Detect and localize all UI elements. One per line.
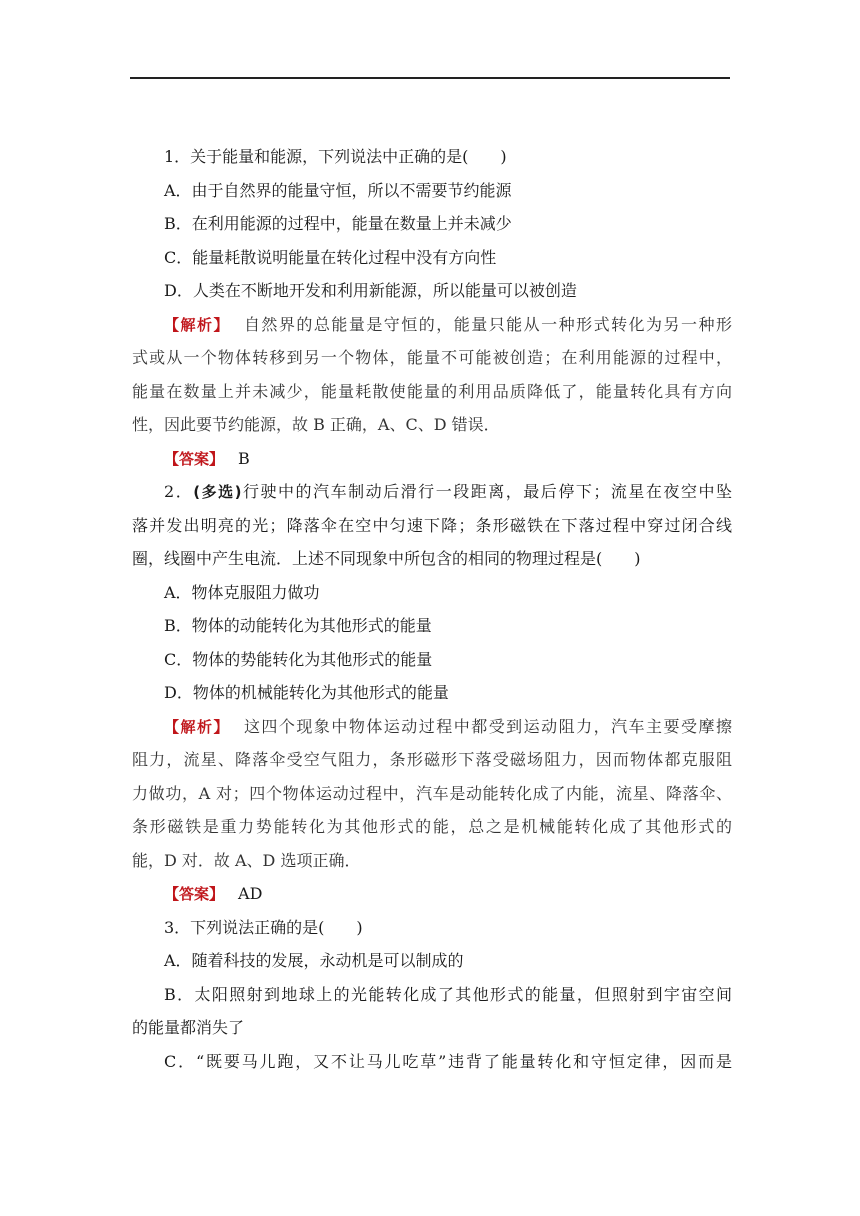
q2-option-a: A．物体克服阻力做功 [164, 582, 320, 602]
q1-answer: B [238, 448, 250, 468]
q2-analysis-line: 条形磁铁是重力势能转化为其他形式的能，总之是机械能转化成了其他形式的 [132, 817, 732, 836]
q2-option-b: B．物体的动能转化为其他形式的能量 [164, 616, 432, 635]
q3-option-a: A．随着科技的发展，永动机是可以制成的 [164, 951, 464, 970]
q2-analysis-line: 阻力，流星、降落伞受空气阻力，条形磁形下落受磁场阻力，因而物体都克服阻 [132, 750, 732, 769]
q1-option-d: D．人类在不断地开发和利用新能源，所以能量可以被创造 [164, 281, 577, 300]
q1-answer-line [132, 442, 732, 476]
q1-analysis-line: 能量在数量上并未减少，能量耗散使能量的利用品质降低了，能量转化具有方向 [132, 381, 732, 401]
q1-analysis-line: 【解析】 自然界的总能量是守恒的，能量只能从一种形式转化为另一种形 [164, 314, 732, 334]
q2-analysis-line: 力做功，A 对；四个物体运动过程中，汽车是动能转化成了内能，流星、降落伞、 [132, 783, 732, 803]
q2-option-c: C．物体的势能转化为其他形式的能量 [164, 649, 433, 669]
q2-stem-line: 落并发出明亮的光；降落伞在空中匀速下降；条形磁铁在下落过程中穿过闭合线 [132, 515, 732, 535]
document-body [132, 140, 732, 1078]
q1-option-c: C．能量耗散说明能量在转化过程中没有方向性 [164, 247, 497, 267]
analysis-tag: 【解析】 [164, 315, 230, 334]
q3-option-b-line: B．太阳照射到地球上的光能转化成了其他形式的能量，但照射到宇宙空间 [164, 984, 732, 1004]
header-rule [130, 77, 730, 79]
q2-analysis-line: 【解析】 这四个现象中物体运动过程中都受到运动阻力，汽车主要受摩擦 [164, 716, 732, 736]
q1-analysis-line: 式或从一个物体转移到另一个物体，能量不可能被创造；在利用能源的过程中， [132, 348, 732, 367]
q2-stem-line: 2．(多选)行驶中的汽车制动后滑行一段距离，最后停下；流星在夜空中坠 [164, 482, 732, 501]
q3-option-c-line: C．“既要马儿跑，又不让马儿吃草”违背了能量转化和守恒定律，因而是 [164, 1051, 732, 1071]
q3-stem: 3．下列说法正确的是( ) [164, 917, 363, 937]
q2-answer: AD [238, 884, 263, 903]
q2-answer-line [132, 877, 732, 911]
answer-tag: 【答案】 [164, 885, 225, 903]
q2-stem-line: 圈，线圈中产生电流．上述不同现象中所包含的相同的物理过程是( ) [132, 549, 641, 568]
q2-option-d: D．物体的机械能转化为其他形式的能量 [164, 683, 449, 702]
q1-option-a: A．由于自然界的能量守恒，所以不需要节约能源 [164, 180, 512, 200]
q2-analysis-line: 能，D 对．故 A、D 选项正确． [132, 850, 361, 870]
multi-select-label: (多选) [193, 483, 242, 501]
q3-option-b-line: 的能量都消失了 [132, 1018, 245, 1037]
q1-option-b: B．在利用能源的过程中，能量在数量上并未减少 [164, 214, 512, 233]
q1-stem: 1．关于能量和能源，下列说法中正确的是( ) [164, 147, 507, 166]
answer-tag: 【答案】 [164, 449, 225, 468]
analysis-tag: 【解析】 [164, 717, 230, 736]
q1-analysis-line: 性，因此要节约能源，故 B 正确，A、C、D 错误． [132, 415, 500, 434]
